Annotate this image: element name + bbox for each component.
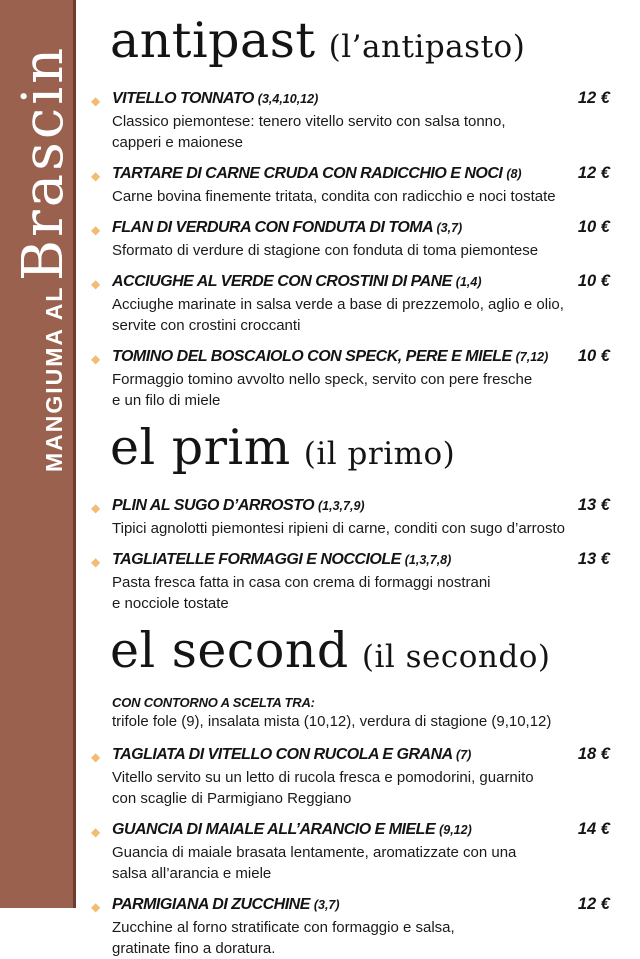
allergen-codes: (3,7) [313,898,340,912]
section-subtitle: (il secondo) [361,639,551,675]
item-price: 13 € [577,550,610,568]
diamond-bullet-icon: ◆ [91,501,101,515]
item-name [112,895,570,915]
item-price: 12 € [577,895,610,913]
item-description: Carne bovina finemente tritata, condita con radicchio e noci tostate [112,188,556,205]
item-name [112,218,570,238]
item-name-text: ACCIUGHE AL VERDE CON CROSTINI DI PANE [112,273,452,290]
allergen-codes: (8) [506,167,522,181]
section-subtitle: (l’antipasto) [328,29,526,65]
item-description: Sformato di verdure di stagione con fonduta di toma piemontese [112,242,539,259]
item-price: 12 € [577,164,610,182]
allergen-codes: (7) [456,748,472,762]
diamond-bullet-icon: ◆ [91,825,101,839]
menu-item-tagliata [91,744,610,809]
menu-item-parmigiana [91,894,610,959]
allergen-codes: (3,4,10,12) [257,92,319,106]
item-head [91,88,610,109]
item-price: 10 € [577,347,610,365]
item-name-text: TAGLIATELLE FORMAGGI E NOCCIOLE [112,551,401,568]
item-name-text: VITELLO TONNATO [112,90,254,107]
item-price: 10 € [577,272,610,290]
allergen-codes: (9,12) [439,823,472,837]
item-description: Classico piemontese: tenero vitello servito con salsa tonno, capperi e maionese [112,113,506,151]
section-header-secondo [110,624,610,689]
item-description: Vitello servito su un letto di rucola fresca e pomodorini, guarnito con scaglie di Parmigiano Reggiano [112,769,534,807]
section-header-antipasto [110,14,610,79]
item-name-text: GUANCIA DI MAIALE ALL’ARANCIO E MIELE [112,821,436,838]
item-head [91,163,610,184]
menu-item-tartare [91,163,610,207]
diamond-bullet-icon: ◆ [91,750,101,764]
diamond-bullet-icon: ◆ [91,223,101,237]
menu-content [76,0,640,957]
section-title: el second [110,622,349,679]
menu-item-acciughe [91,271,610,336]
item-head [91,549,610,570]
item-description: Zucchine al forno stratificate con formaggio e salsa, gratinate fino a doratura. [112,919,455,957]
item-price: 10 € [577,218,610,236]
item-price: 14 € [577,820,610,838]
item-head [91,271,610,292]
allergen-codes: (1,3,7,9) [318,499,365,513]
item-price: 18 € [577,745,610,763]
side-dish-note [112,694,610,732]
item-name [112,745,570,765]
brand-prefix: MANGIUMA AL [41,285,67,472]
diamond-bullet-icon: ◆ [91,169,101,183]
item-description: Acciughe marinate in salsa verde a base di prezzemolo, aglio e olio, servite con crostini croccanti [112,296,564,334]
item-head [91,744,610,765]
item-description: Pasta fresca fatta in casa con crema di formaggi nostrani e nocciole tostate [112,574,491,612]
item-description: Tipici agnolotti piemontesi ripieni di carne, conditi con sugo d’arrosto [112,520,566,537]
item-name [112,272,570,292]
menu-item-tagliatelle [91,549,610,614]
section-title: el prim [110,419,291,476]
item-name-text: TAGLIATA DI VITELLO CON RUCOLA E GRANA [112,746,453,763]
item-name [112,496,570,516]
menu-item-tomino [91,346,610,411]
section-subtitle: (il primo) [303,436,456,472]
item-price: 12 € [577,89,610,107]
item-name [112,89,570,109]
item-name [112,550,570,570]
item-name [112,820,570,840]
item-description: Guancia di maiale brasata lentamente, aromatizzate con una salsa all’arancia e miele [112,844,517,882]
diamond-bullet-icon: ◆ [91,94,101,108]
item-head [91,894,610,915]
allergen-codes: (1,4) [455,275,482,289]
diamond-bullet-icon: ◆ [91,277,101,291]
brand-name: Brascin [11,44,76,282]
item-name-text: FLAN DI VERDURA CON FONDUTA DI TOMA [112,219,433,236]
diamond-bullet-icon: ◆ [91,900,101,914]
side-dish-note-label: CON CONTORNO A SCELTA TRA: [112,695,315,710]
brand-sidebar [0,0,76,908]
menu-item-flan [91,217,610,261]
side-dish-note-options: trifole fole (9), insalata mista (10,12), verdura di stagione (9,10,12) [112,713,552,730]
section-header-primo [110,421,610,486]
item-price: 13 € [577,496,610,514]
item-head [91,217,610,238]
item-name [112,347,570,367]
allergen-codes: (3,7) [436,221,463,235]
item-name-text: TOMINO DEL BOSCAIOLO CON SPECK, PERE E MIELE [112,348,512,365]
allergen-codes: (7,12) [515,350,549,364]
item-name [112,164,570,184]
menu-item-plin [91,495,610,539]
section-title: antipast [110,12,316,69]
diamond-bullet-icon: ◆ [91,352,101,366]
allergen-codes: (1,3,7,8) [404,553,452,567]
item-description: Formaggio tomino avvolto nello speck, servito con pere fresche e un filo di miele [112,371,533,409]
item-name-text: PLIN AL SUGO D’ARROSTO [112,497,315,514]
menu-item-guancia [91,819,610,884]
item-head [91,819,610,840]
diamond-bullet-icon: ◆ [91,555,101,569]
item-head [91,346,610,367]
menu-item-vitello-tonnato [91,88,610,153]
item-name-text: PARMIGIANA DI ZUCCHINE [112,896,310,913]
item-name-text: TARTARE DI CARNE CRUDA CON RADICCHIO E NOCI [112,165,503,182]
item-head [91,495,610,516]
